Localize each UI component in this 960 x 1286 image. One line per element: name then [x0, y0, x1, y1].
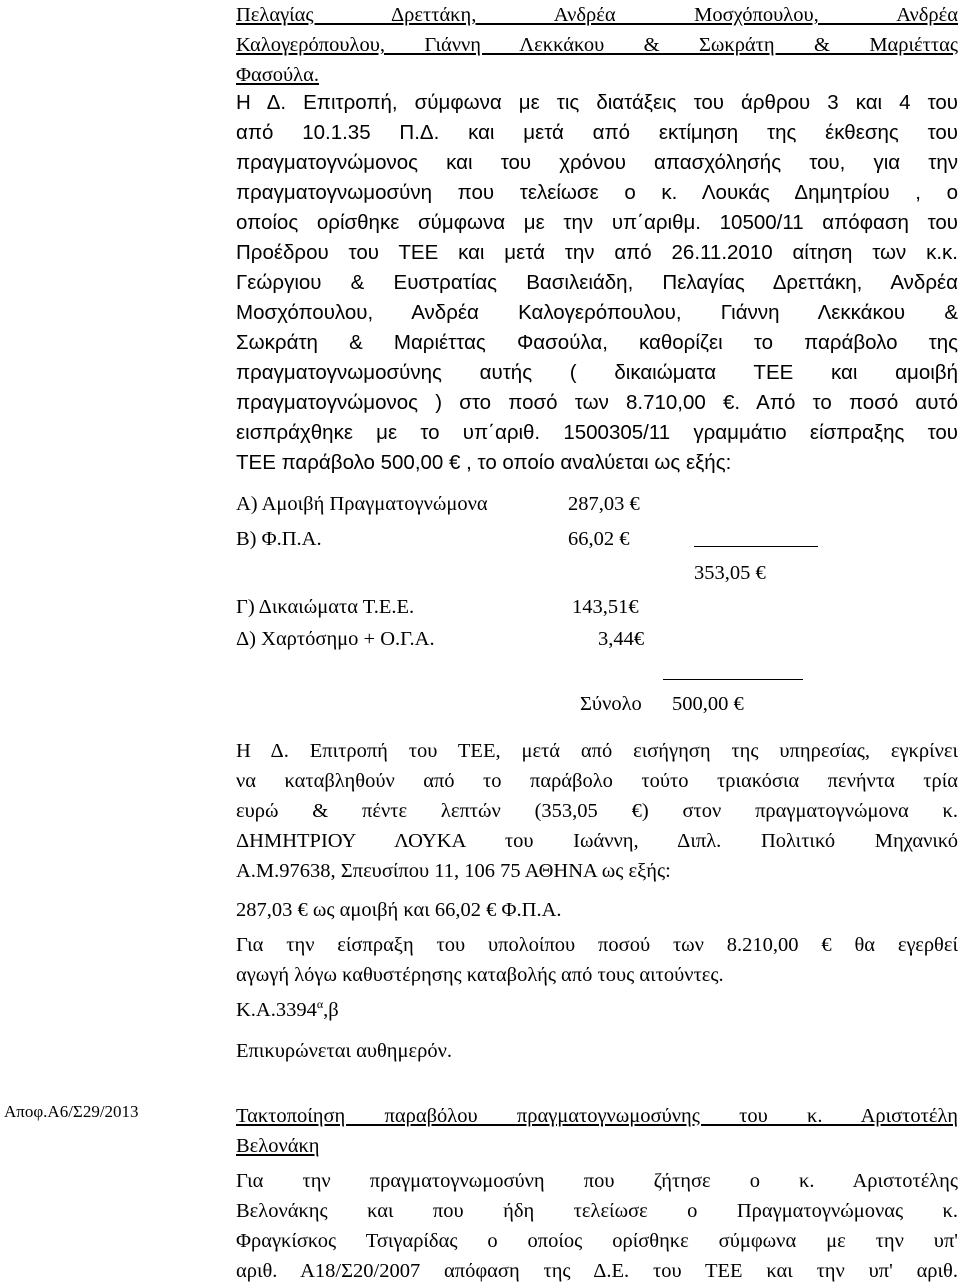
total-rule — [663, 679, 803, 680]
text-line: πραγματογνώμονος και του χρόνου απασχόλησής του, για την — [236, 151, 958, 174]
text-line: αριθ. Α18/Σ20/2007 απόφαση της Δ.Ε. του ΤΕΕ και την υπ' αριθ. — [236, 1260, 958, 1282]
text-line: αγωγή λόγω καθυστέρησης καταβολής από τους αιτούντες. — [236, 964, 724, 986]
text-line: Φασούλα. — [236, 64, 319, 86]
section-heading: Τακτοποίηση παραβόλου πραγματογνωμοσύνης του κ. Αριστοτέλη — [236, 1105, 958, 1127]
breakdown-c-label: Γ) Δικαιώματα Τ.Ε.Ε. — [236, 596, 415, 618]
text-line: εισπράχθηκε με το υπ΄αριθ. 1500305/11 γραμμάτιο είσπραξης του — [236, 421, 958, 444]
subtotal-rule — [694, 546, 818, 547]
decision-reference: Αποφ.Α6/Σ29/2013 — [4, 1102, 139, 1121]
text-line: Φραγκίσκος Τσιγαρίδας ο οποίος ορίσθηκε σύμφωνα με την υπ' — [236, 1230, 958, 1252]
breakdown-subtotal: 353,05 € — [694, 562, 766, 584]
validated-note: Επικυρώνεται αυθημερόν. — [236, 1040, 452, 1062]
breakdown-d-label: Δ) Χαρτόσημο + Ο.Γ.Α. — [236, 628, 435, 650]
breakdown-c-value: 143,51€ — [572, 596, 639, 618]
breakdown-b-value: 66,02 € — [568, 528, 630, 550]
text-line: Πελαγίας Δρεττάκη, Ανδρέα Μοσχόπουλου, Ανδρέα — [236, 4, 958, 26]
ka-tail: ,β — [323, 999, 339, 1021]
text-line: Μοσχόπουλου, Ανδρέα Καλογερόπουλου, Γιάννη Λεκκάκου & — [236, 301, 958, 324]
text-line: Σωκράτη & Μαριέττας Φασούλα, καθορίζει το παράβολο της — [236, 331, 958, 354]
text-line: Καλογερόπουλου, Γιάννη Λεκκάκου & Σωκράτη & Μαριέττας — [236, 34, 958, 56]
text-line: 287,03 € ως αμοιβή και 66,02 € Φ.Π.Α. — [236, 899, 562, 921]
breakdown-total-label: Σύνολο — [580, 693, 642, 715]
ka-code: Κ.Α.3394 — [236, 999, 317, 1021]
text-line: Γεώργιου & Ευστρατίας Βασιλειάδη, Πελαγίας Δρεττάκη, Ανδρέα — [236, 271, 958, 294]
text-line: Για την είσπραξη του υπολοίπου ποσού των 8.210,00 € θα εγερθεί — [236, 934, 958, 956]
breakdown-a-label: Α) Αμοιβή Πραγματογνώμονα — [236, 493, 488, 515]
text-line: Α.Μ.97638, Σπευσίπου 11, 106 75 ΑΘΗΝΑ ως εξής: — [236, 860, 671, 882]
text-line: οποίος ορίσθηκε σύμφωνα με την υπ΄αριθμ. 10500/11 απόφαση του — [236, 211, 958, 234]
breakdown-b-label: Β) Φ.Π.Α. — [236, 528, 322, 550]
text-line: Για την πραγματογνωμοσύνη που ζήτησε ο κ. Αριστοτέλης — [236, 1170, 958, 1192]
text-line: ΔΗΜΗΤΡΙΟΥ ΛΟΥΚΑ του Ιωάννη, Διπλ. Πολιτικό Μηχανικό — [236, 830, 958, 852]
section-heading: Βελονάκη — [236, 1135, 320, 1157]
text-line: από 10.1.35 Π.Δ. και μετά από εκτίμηση της έκθεσης του — [236, 121, 958, 144]
breakdown-a-value: 287,03 € — [568, 493, 640, 515]
text-line: Η Δ. Επιτροπή, σύμφωνα με τις διατάξεις του άρθρου 3 και 4 του — [236, 91, 958, 114]
text-line: Η Δ. Επιτροπή του ΤΕΕ, μετά από εισήγηση της υπηρεσίας, εγκρίνει — [236, 740, 958, 762]
breakdown-total-value: 500,00 € — [672, 693, 744, 715]
text-line: ευρώ & πέντε λεπτών (353,05 €) στον πραγματογνώμονα κ. — [236, 800, 958, 822]
text-line: πραγματογνώμονος ) στο ποσό των 8.710,00 €. Από το ποσό αυτό — [236, 391, 958, 414]
text-line: να καταβληθούν από το παράβολο τούτο τριακόσια πενήντα τρία — [236, 770, 958, 792]
text-line: ΤΕΕ παράβολο 500,00 € , το οποίο αναλύεται ως εξής: — [236, 451, 732, 474]
ka-sup: α — [316, 997, 324, 1012]
ka-code-line — [236, 995, 958, 1025]
text-line: πραγματογνωμοσύνης αυτής ( δικαιώματα ΤΕΕ και αμοιβή — [236, 361, 958, 384]
text-line: Προέδρου του ΤΕΕ και μετά την από 26.11.2010 αίτηση των κ.κ. — [236, 241, 958, 264]
breakdown-d-value: 3,44€ — [598, 628, 645, 650]
text-line: πραγματογνωμοσύνη που τελείωσε ο κ. Λουκάς Δημητρίου , ο — [236, 181, 958, 204]
text-line: Βελονάκης και που ήδη τελείωσε ο Πραγματογνώμονας κ. — [236, 1200, 958, 1222]
